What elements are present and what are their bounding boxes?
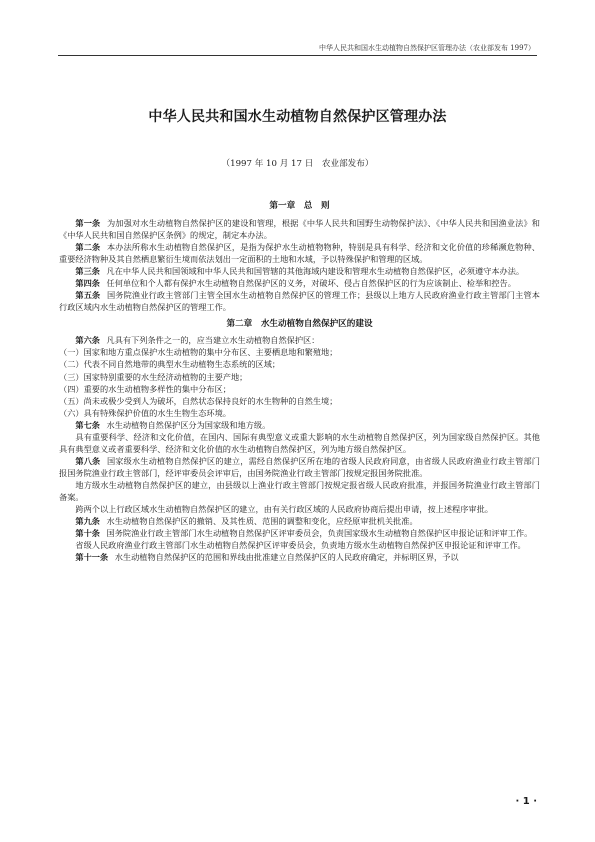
article-text: 任何单位和个人都有保护水生动植物自然保护区的义务，对破坏、侵占自然保护区的行为应该制止、检举和控告。 xyxy=(106,278,516,289)
article-text: 水生动植物自然保护区的撤销、及其性质、范围的调整和变化，应经原审批机关批准。 xyxy=(106,516,418,527)
article-text: 凡在中华人民共和国领域和中华人民共和国管辖的其他海域内建设和管理水生动植物自然保护区，必须遵守本办法。 xyxy=(106,266,525,277)
article-2 xyxy=(59,241,540,265)
article-text: 本办法所称水生动植物自然保护区，是指为保护水生动植物物种，特别是具有科学、经济和文化价值的珍稀濒危物种、重要经济物种及其自然栖息繁衍生境而依法划出一定面积的土地和水域，予以特殊保护和管理的区域。 xyxy=(59,242,540,265)
article-4 xyxy=(59,277,540,289)
list-item: （六）具有特殊保护价值的水生生物生态环境。 xyxy=(59,407,231,418)
article-8 xyxy=(59,455,540,479)
running-header: 中华人民共和国水生动植物自然保护区管理办法（农业部发布 1997） xyxy=(318,44,535,52)
article-number: 第七条 xyxy=(75,419,100,430)
article-text: 国家级水生动植物自然保护区的建立，需经自然保护区所在地的省级人民政府同意，由省级人民政府渔业行政主管部门报国务院渔业行政主管部门，经评审委员会评审后，由国务院渔业行政主管部门按规定报国务院批准。 xyxy=(59,455,540,478)
page-number: · 1 · xyxy=(515,796,537,807)
article-number: 第二条 xyxy=(75,242,101,253)
paragraph: 地方级水生动植物自然保护区的建立，由县级以上渔业行政主管部门按规定报省级人民政府批准，并报国务院渔业行政主管部门备案。 xyxy=(59,479,540,502)
article-number: 第八条 xyxy=(75,455,101,466)
article-number: 第四条 xyxy=(75,278,100,289)
chapter-heading-1: 第一章 总 则 xyxy=(269,201,330,211)
article-9 xyxy=(59,515,540,527)
article-11 xyxy=(59,551,540,563)
list-item: （一）国家和地方重点保护水生动植物的集中分布区、主要栖息地和繁殖地； xyxy=(59,347,338,358)
article-5 xyxy=(59,289,540,313)
list-item: （五）尚未或极少受到人为破坏，自然状态保持良好的水生物种的自然生境； xyxy=(59,395,338,406)
article-text: 为加强对水生动植物自然保护区的建设和管理，根据《中华人民共和国野生动物保护法》、《中华人民共和国渔业法》和《中华人民共和国自然保护区条例》的规定，制定本办法。 xyxy=(59,218,540,241)
paragraph: 具有重要科学、经济和文化价值，在国内、国际有典型意义或重大影响的水生动植物自然保护区，列为国家级自然保护区。其他具有典型意义或者重要科学、经济和文化价值的水生动植物自然保护区，列为地方级自然保护区。 xyxy=(59,431,540,454)
article-6 xyxy=(59,334,540,346)
chapter-heading-2: 第二章 水生动植物自然保护区的建设 xyxy=(226,319,373,330)
article-10 xyxy=(59,527,540,539)
article-3 xyxy=(59,265,540,277)
article-7 xyxy=(59,419,540,431)
article-number: 第五条 xyxy=(75,290,101,301)
article-1 xyxy=(59,217,540,241)
article-text: 国务院渔业行政主管部门主管全国水生动植物自然保护区的管理工作；县级以上地方人民政府渔业行政主管部门主管本行政区域内水生动植物自然保护区的管理工作。 xyxy=(59,290,540,313)
article-text: 国务院渔业行政主管部门水生动植物自然保护区评审委员会，负责国家级水生动植物自然保护区申报论证和评审工作。 xyxy=(106,528,533,539)
list-item: （四）重要的水生动植物多样性的集中分布区； xyxy=(59,383,231,394)
document-body xyxy=(59,200,540,563)
document-title: 中华人民共和国水生动植物自然保护区管理办法 xyxy=(148,109,447,125)
article-text: 水生动植物自然保护区分为国家级和地方级。 xyxy=(106,419,271,430)
document-subtitle: （1997 年 10 月 17 日 农业部发布） xyxy=(221,159,374,169)
list-item: （三）国家特别重要的水生经济动植物的主要产地； xyxy=(59,371,248,382)
header-rule xyxy=(58,55,537,56)
list-item: （二）代表不同自然地带的典型水生动植物生态系统的区域； xyxy=(59,359,281,370)
article-number: 第十一条 xyxy=(75,552,109,563)
article-number: 第六条 xyxy=(75,335,100,346)
article-text: 凡具有下列条件之一的，应当建立水生动植物自然保护区： xyxy=(106,335,320,346)
article-number: 第三条 xyxy=(75,266,100,277)
article-number: 第一条 xyxy=(75,218,101,228)
article-text: 水生动植物自然保护区的范围和界线由批准建立自然保护区的人民政府确定，并标明区界，予以 xyxy=(114,552,459,563)
paragraph: 省级人民政府渔业行政主管部门水生动植物自然保护区评审委员会，负责地方级水生动植物自然保护区申报论证和评审工作。 xyxy=(75,540,526,551)
article-number: 第十条 xyxy=(75,528,100,539)
article-number: 第九条 xyxy=(75,516,100,527)
paragraph: 跨两个以上行政区域水生动植物自然保护区的建立，由有关行政区域的人民政府协商后提出申请，按上述程序审批。 xyxy=(75,504,493,515)
